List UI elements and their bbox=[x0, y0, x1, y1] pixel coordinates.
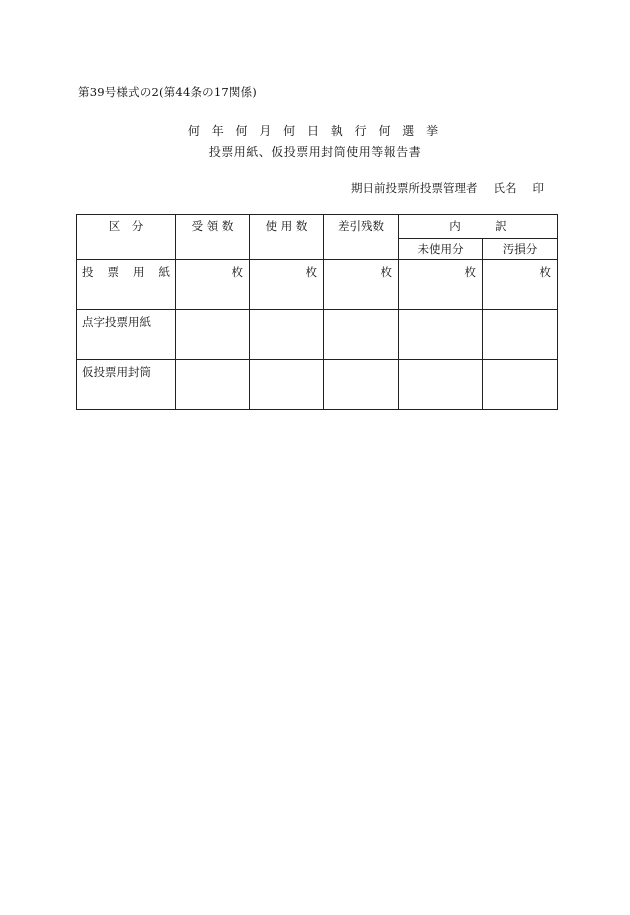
usage-report-table bbox=[76, 214, 558, 410]
header-breakdown: 内 訳 bbox=[399, 215, 558, 239]
cell-unused-unit: 枚 bbox=[399, 260, 483, 310]
election-title: 何 年 何 月 何 日 執 行 何 選 挙 bbox=[187, 124, 443, 138]
cell-received-unit: 枚 bbox=[176, 260, 250, 310]
header-damaged: 汚損分 bbox=[483, 239, 558, 260]
cell-received bbox=[176, 310, 250, 360]
table-row bbox=[77, 310, 558, 360]
seal-label: 印 bbox=[532, 181, 544, 195]
cell-used bbox=[250, 310, 324, 360]
header-used: 使 用 数 bbox=[250, 215, 324, 260]
table-row bbox=[77, 360, 558, 410]
cell-damaged-unit: 枚 bbox=[483, 260, 558, 310]
cell-remaining bbox=[324, 360, 399, 410]
header-category: 区 分 bbox=[77, 215, 176, 260]
cell-used bbox=[250, 360, 324, 410]
cell-used-unit: 枚 bbox=[250, 260, 324, 310]
cell-received bbox=[176, 360, 250, 410]
manager-label: 期日前投票所投票管理者 bbox=[351, 181, 478, 195]
header-remaining: 差引残数 bbox=[324, 215, 399, 260]
cell-remaining bbox=[324, 310, 399, 360]
manager-signature-line bbox=[351, 180, 544, 196]
cell-unused bbox=[399, 310, 483, 360]
row-label-provisional-envelope: 仮投票用封筒 bbox=[77, 360, 176, 410]
form-reference: 第39号様式の2(第44条の17関係) bbox=[78, 85, 257, 99]
row-label-braille-ballot: 点字投票用紙 bbox=[77, 310, 176, 360]
table-row bbox=[77, 260, 558, 310]
header-row bbox=[77, 215, 558, 239]
cell-damaged bbox=[483, 310, 558, 360]
name-label: 氏名 bbox=[493, 181, 517, 195]
report-title: 投票用紙、仮投票用封筒使用等報告書 bbox=[208, 145, 422, 159]
header-received: 受 領 数 bbox=[176, 215, 250, 260]
cell-damaged bbox=[483, 360, 558, 410]
row-label-ballot-paper: 投票用紙 bbox=[77, 260, 176, 310]
cell-unused bbox=[399, 360, 483, 410]
cell-remaining-unit: 枚 bbox=[324, 260, 399, 310]
header-unused: 未使用分 bbox=[399, 239, 483, 260]
